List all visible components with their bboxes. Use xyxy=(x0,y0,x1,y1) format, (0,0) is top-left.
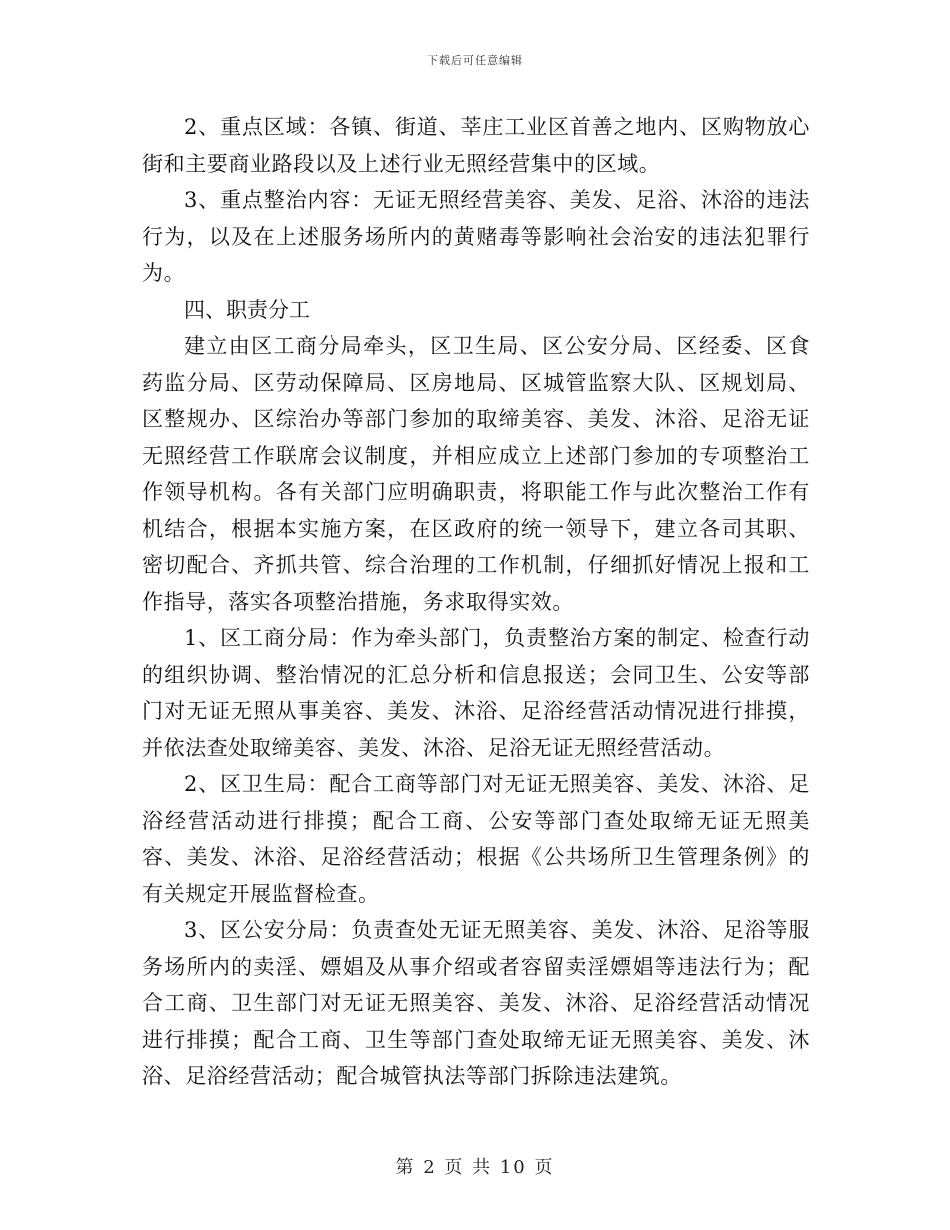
paragraph-health-bureau: 2、区卫生局：配合工商等部门对无证无照美容、美发、沐浴、足浴经营活动进行排摸；配合工商、公安等部门查处取缔无证无照美容、美发、沐浴、足浴经营活动；根据《公共场所卫生管理条例》的有关规定开展监督检查。 xyxy=(142,772,810,906)
page-header-note: 下载后可任意编辑 xyxy=(427,54,523,67)
page-number-footer: 第 2 页 共 10 页 xyxy=(395,1157,555,1178)
paragraph-joint-meeting: 建立由区工商分局牵头，区卫生局、区公安分局、区经委、区食药监分局、区劳动保障局、区房地局、区城管监察大队、区规划局、区整规办、区综治办等部门参加的取缔美容、美发、沐浴、足浴无证无照经营工作联席会议制度，并相应成立上述部门参加的专项整治工作领导机构。各有关部门应明确职责，将职能工作与此次整治工作有机结合，根据本实施方案，在区政府的统一领导下，建立各司其职、密切配合、齐抓共管、综合治理的工作机制，仔细抓好情况上报和工作指导，落实各项整治措施，务求取得实效。 xyxy=(142,334,810,614)
paragraph-key-content: 3、重点整治内容：无证无照经营美容、美发、足浴、沐浴的违法行为，以及在上述服务场所内的黄赌毒等影响社会治安的违法犯罪行为。 xyxy=(142,188,810,285)
document-body xyxy=(142,109,810,1095)
paragraph-key-areas: 2、重点区域：各镇、街道、莘庄工业区首善之地内、区购物放心街和主要商业路段以及上述行业无照经营集中的区域。 xyxy=(142,115,810,176)
paragraph-commerce-bureau: 1、区工商分局：作为牵头部门，负责整治方案的制定、检查行动的组织协调、整治情况的汇总分析和信息报送；会同卫生、公安等部门对无证无照从事美容、美发、沐浴、足浴经营活动情况进行排摸，并依法查处取缔美容、美发、沐浴、足浴无证无照经营活动。 xyxy=(142,626,810,760)
paragraph-police-bureau: 3、区公安分局：负责查处无证无照美容、美发、沐浴、足浴等服务场所内的卖淫、嫖娼及从事介绍或者容留卖淫嫖娼等违法行为；配合工商、卫生部门对无证无照美容、美发、沐浴、足浴经营活动情况进行排摸；配合工商、卫生等部门查处取缔无证无照美容、美发、沐浴、足浴经营活动；配合城管执法等部门拆除违法建筑。 xyxy=(142,918,810,1088)
section-heading-duties: 四、职责分工 xyxy=(184,297,310,322)
